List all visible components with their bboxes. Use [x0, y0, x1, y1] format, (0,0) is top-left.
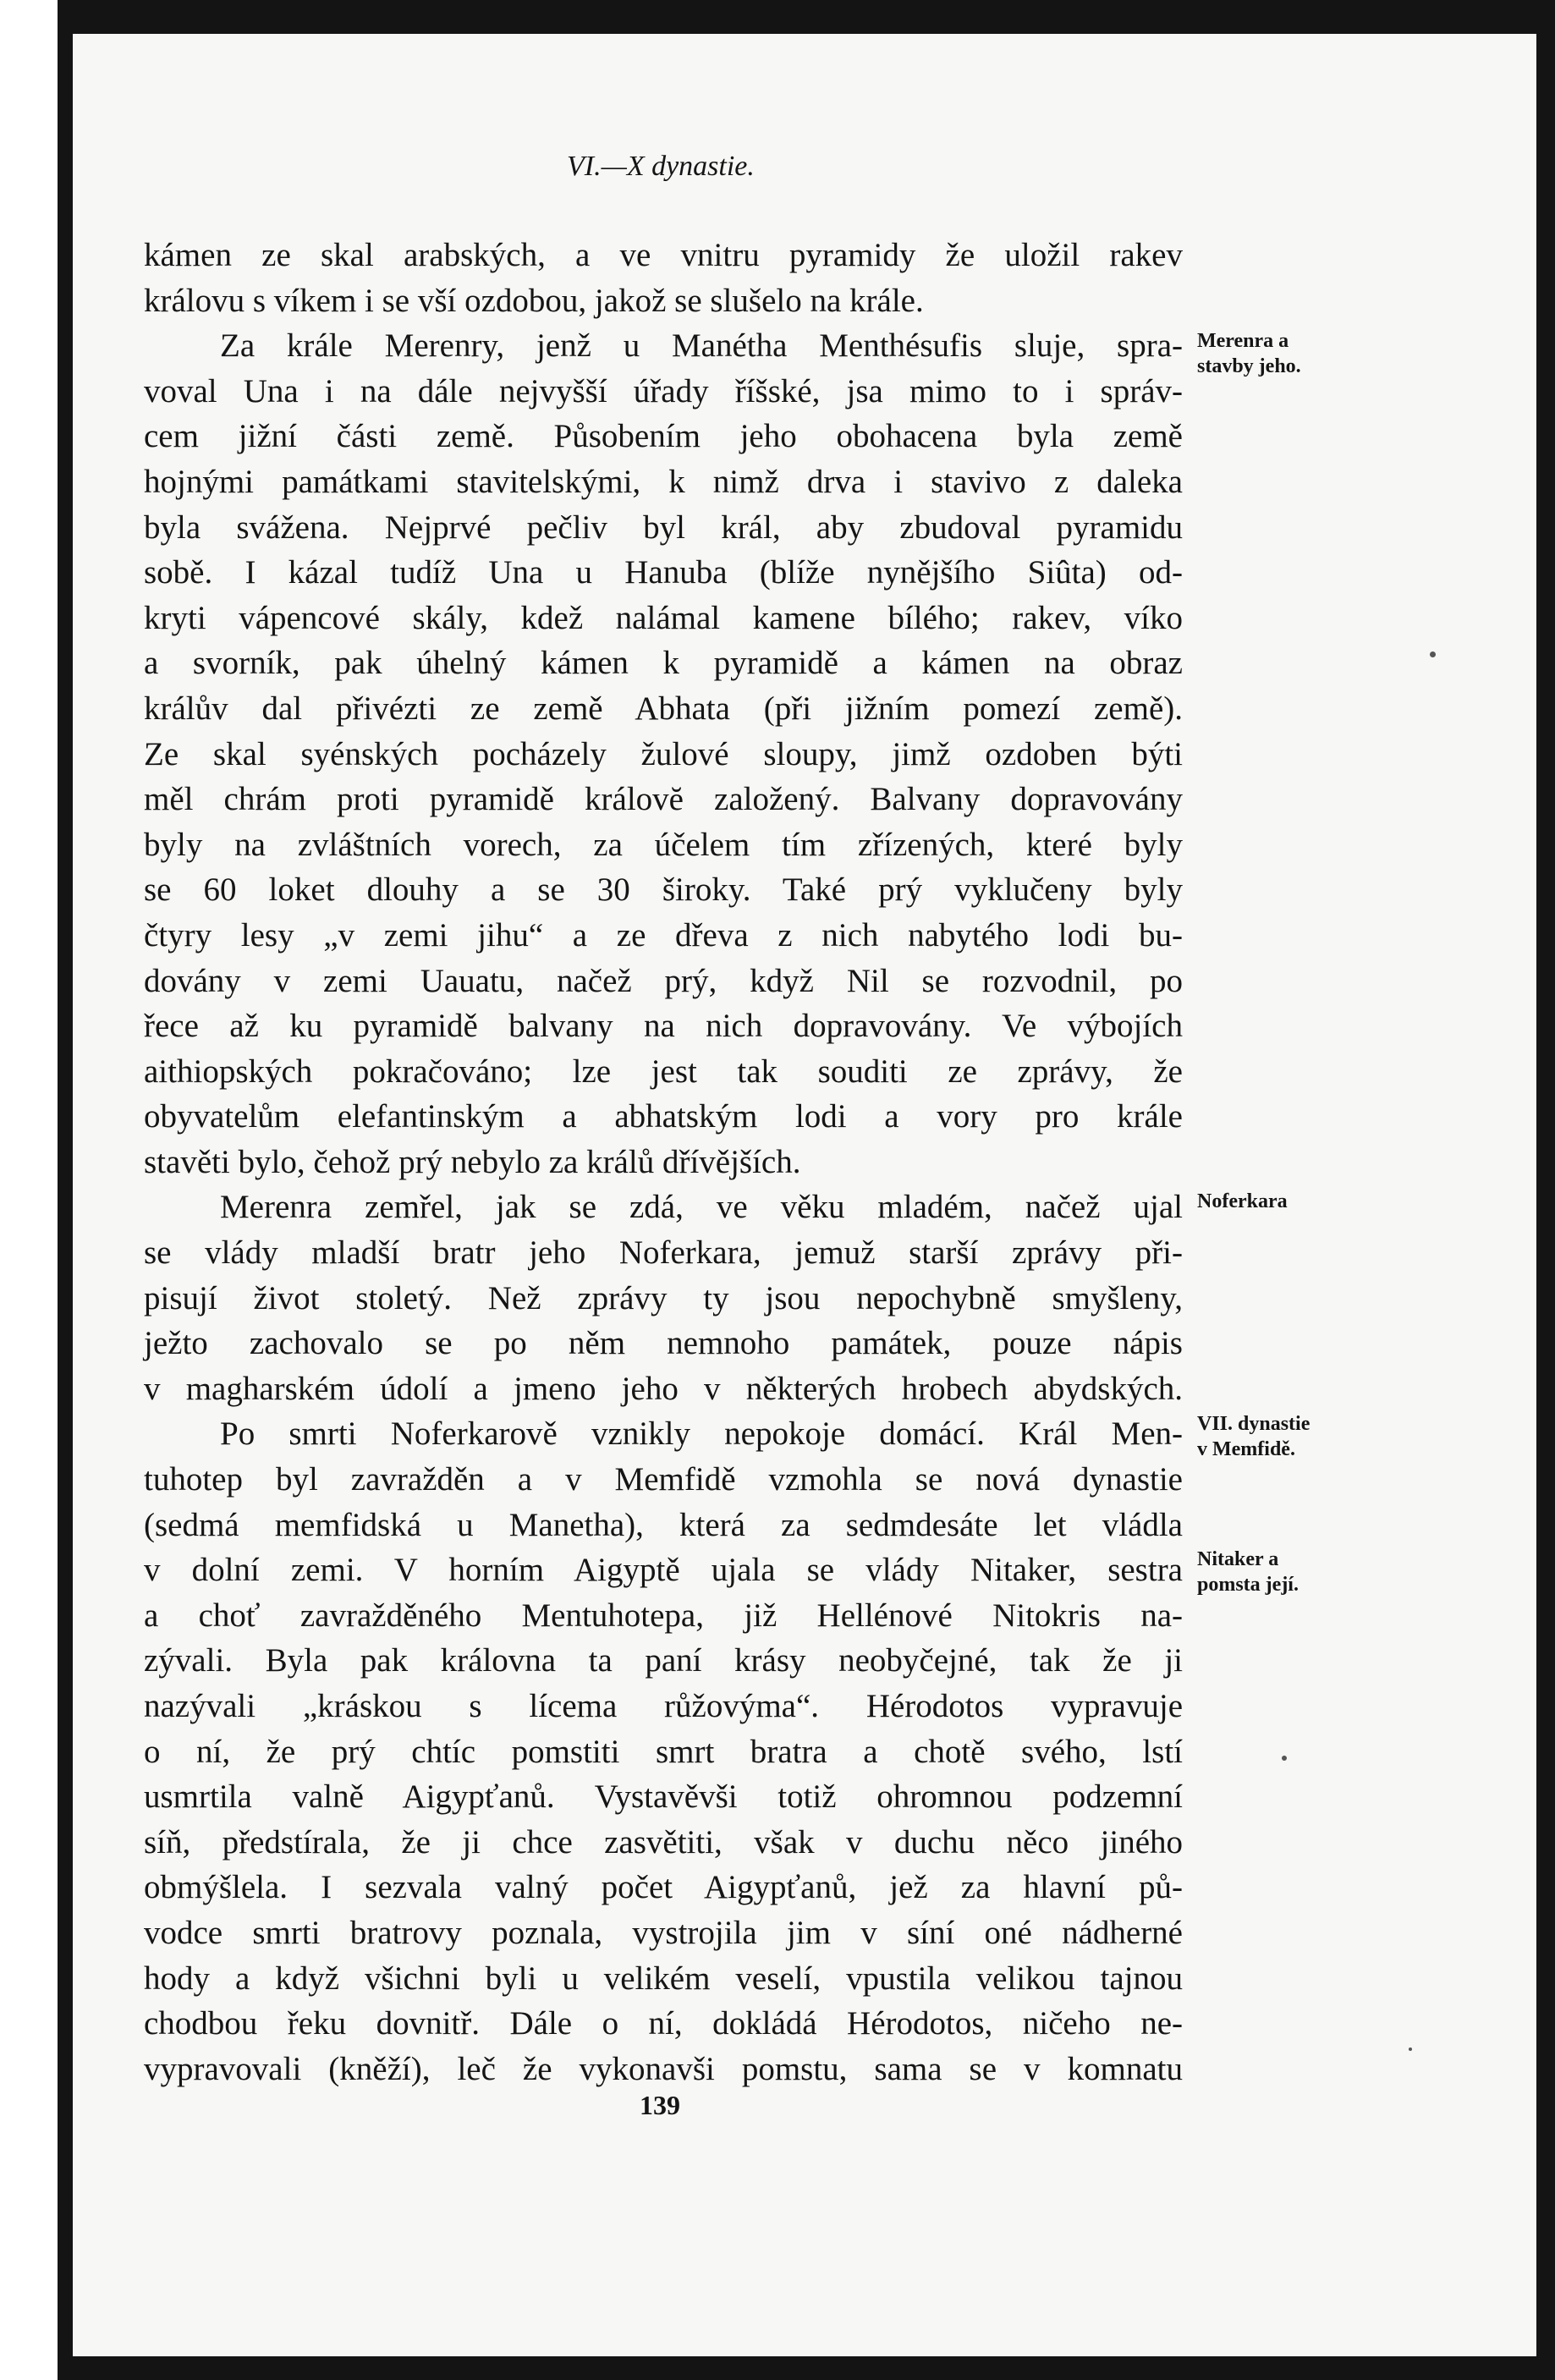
text-line: se vlády mladší bratr jeho Noferkara, jemuž starší zprávy při-	[144, 1234, 1183, 1272]
text-line: (sedmá memfidská u Manetha), která za sedmdesáte let vládla	[144, 1506, 1183, 1543]
margin-note-nitaker	[1197, 1547, 1366, 1597]
margin-note-line: Noferkara	[1197, 1190, 1288, 1212]
text-line: sobě. I kázal tudíž Una u Hanuba (blíže nynějšího Siûta) od-	[144, 554, 1183, 591]
text-line: obyvatelům elefantinským a abhatským lodi a vory pro krále	[144, 1098, 1183, 1135]
text-line: cem jižní části země. Působením jeho obohacena byla země	[144, 418, 1183, 455]
text-line: o ní, že prý chtíc pomstiti smrt bratra a chotě svého, lstí	[144, 1733, 1183, 1770]
text-line: měl chrám proti pyramidě královĕ založený. Balvany dopravovány	[144, 781, 1183, 818]
text-line: dovány v zemi Uauatu, načež prý, když Nil se rozvodnil, po	[144, 962, 1183, 999]
text-line: Po smrti Noferkarově vznikly nepokoje domácí. Král Men-	[220, 1415, 1183, 1453]
text-line: a choť zavražděného Mentuhotepa, již Hellénové Nitokris na-	[144, 1597, 1183, 1634]
text-line: řece až ku pyramidě balvany na nich dopravovány. Ve výbojích	[144, 1008, 1183, 1045]
body-text	[144, 233, 1183, 2091]
text-line: kryti vápencové skály, kdež nalámal kamene bílého; rakev, víko	[144, 599, 1183, 636]
text-line: pisují život stoletý. Než zprávy ty jsou nepochybně smyšleny,	[144, 1279, 1183, 1316]
text-line: síň, předstírala, že ji chce zasvětiti, však v duchu něco jiného	[144, 1823, 1183, 1861]
text-line: čtyry lesy „v zemi jihu“ a ze dřeva z nich nabytého lodi bu-	[144, 916, 1183, 954]
text-line: králův dal přivézti ze země Abhata (při jižním pomezí země).	[144, 690, 1183, 727]
margin-note-vii-dynastie	[1197, 1411, 1366, 1462]
paper-speck	[1430, 651, 1436, 657]
margin-note-noferkara	[1197, 1189, 1366, 1214]
text-line: voval Una i na dále nejvyšší úřady říšské, jsa mimo to i správ-	[144, 372, 1183, 409]
margin-note-line: Merenra a	[1197, 330, 1289, 352]
text-line: nazývali „kráskou s lícema růžovýma“. Hérodotos vypravuje	[144, 1688, 1183, 1724]
text-line: stavěti bylo, čehož prý nebylo za králů dřívějších.	[144, 1143, 801, 1180]
text-line: aithiopských pokračováno; lze jest tak souditi ze zprávy, že	[144, 1053, 1183, 1090]
text-line: vypravovali (kněží), leč že vykonavši pomstu, sama se v komnatu	[144, 2050, 1183, 2087]
text-line: Za krále Merenry, jenž u Manétha Menthésufis sluje, spra-	[220, 327, 1183, 365]
text-line: v magharském údolí a jmeno jeho v některých hrobech abydských.	[144, 1370, 1183, 1407]
text-line: Merenra zemřel, jak se zdá, ve věku mladém, načež ujal	[220, 1189, 1183, 1226]
margin-note-line: pomsta její.	[1197, 1574, 1299, 1596]
text-line: hojnými památkami stavitelskými, k nimž drva i stavivo z daleka	[144, 463, 1183, 500]
margin-note-line: v Memfidě.	[1197, 1438, 1295, 1460]
margin-note-line: Nitaker a	[1197, 1548, 1279, 1570]
paper-speck	[1409, 2047, 1412, 2051]
text-line: se 60 loket dlouhy a se 30 široky. Také prý vyklučeny byly	[144, 871, 1183, 909]
text-line: zývali. Byla pak královna ta paní krásy neobyčejné, tak že ji	[144, 1642, 1183, 1679]
running-header: VI.—X dynastie.	[567, 151, 755, 182]
text-line: chodbou řeku dovnitř. Dále o ní, dokládá Hérodotos, ničeho ne-	[144, 2005, 1183, 2042]
text-line: ježto zachovalo se po něm nemnoho památek, pouze nápis	[144, 1325, 1183, 1362]
text-line: Ze skal syénských pocházely žulové sloupy, jimž ozdoben býti	[144, 735, 1183, 772]
margin-note-merenra	[1197, 328, 1366, 379]
text-line: obmýšlela. I sezvala valný počet Aigypťanů, jež za hlavní pů-	[144, 1869, 1183, 1906]
text-line: vodce smrti bratrovy poznala, vystrojila jim v síní oné nádherné	[144, 1914, 1183, 1951]
text-line: byly na zvláštních vorech, za účelem tím zřízených, které byly	[144, 826, 1183, 863]
margin-note-line: VII. dynastie	[1197, 1413, 1310, 1435]
text-line: usmrtila valně Aigypťanů. Vystavěvši totiž ohromnou podzemní	[144, 1778, 1183, 1816]
page-edge	[1536, 34, 1555, 2356]
margin-note-line: stavby jeho.	[1197, 355, 1301, 377]
paper-speck	[1282, 1756, 1287, 1761]
page-number: 139	[640, 2090, 680, 2120]
text-line: tuhotep byl zavražděn a v Memfidě vzmohla se nová dynastie	[144, 1461, 1183, 1498]
text-line: hody a když všichni byli u velikém veselí, vpustila velikou tajnou	[144, 1960, 1183, 1997]
text-line: v dolní zemi. V horním Aigyptě ujala se vlády Nitaker, sestra	[144, 1552, 1183, 1589]
adjacent-page-strip	[0, 0, 58, 2380]
text-line: kámen ze skal arabských, a ve vnitru pyramidy že uložil rakev	[144, 237, 1183, 273]
text-line: byla svážena. Nejprvé pečliv byl král, aby zbudoval pyramidu	[144, 508, 1183, 546]
text-line: královu s víkem i se vší ozdobou, jakož se slušelo na krále.	[144, 282, 924, 319]
text-line: a svorník, pak úhelný kámen k pyramidě a kámen na obraz	[144, 645, 1183, 682]
